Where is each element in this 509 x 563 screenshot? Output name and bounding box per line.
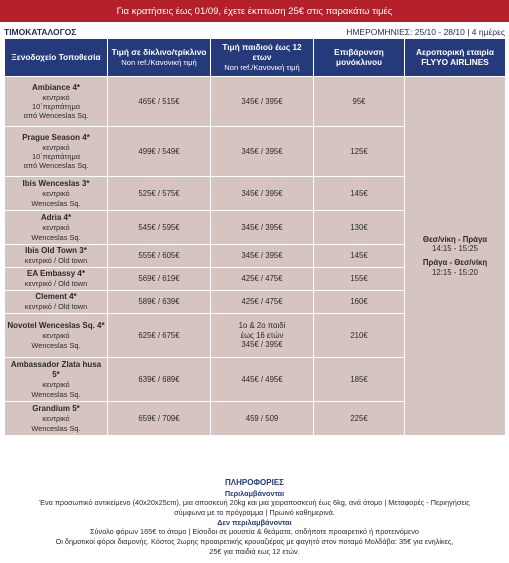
- child-price-cell: [211, 177, 314, 211]
- single-supplement-cell: 145€: [314, 177, 405, 211]
- hotel-location: Wenceslas Sq.: [31, 340, 81, 350]
- hotel-location: κεντρικό: [42, 92, 70, 102]
- single-supplement-cell: 155€: [314, 268, 405, 291]
- hotel-cell: [5, 402, 108, 436]
- hotel-location: Wenceslas Sq.: [31, 423, 81, 433]
- col-header-airline: Αεροπορική εταιρία FLYYO AIRLINES: [405, 39, 506, 77]
- adult-price-cell: 569€ / 619€: [108, 268, 211, 291]
- hotel-cell: [5, 291, 108, 314]
- adult-price-cell: 545€ / 595€: [108, 211, 211, 245]
- child-price-line: 425€ / 475€: [241, 297, 283, 307]
- hotel-location: Wenceslas Sq.: [31, 232, 81, 242]
- child-price-line: 345€ / 395€: [241, 146, 283, 156]
- price-table-body: [5, 77, 506, 436]
- adult-price-cell: 589€ / 639€: [108, 291, 211, 314]
- child-price-line: 1ο & 2ο παιδί: [238, 320, 286, 330]
- hotel-location: κεντρικό: [42, 331, 70, 341]
- hotel-name: Novotel Wenceslas Sq. 4*: [7, 321, 105, 331]
- child-price-cell: [211, 245, 314, 268]
- child-price-line: 445€ / 495€: [241, 374, 283, 384]
- child-price-line: 459 / 509: [245, 413, 279, 423]
- hotel-location: κεντρικό: [42, 223, 70, 233]
- excluded-line: Οι δημοτικοί φόροι διαμονής. Κόστος 2ωρης προαιρετικής κρουαζιέρας με φαγητό στον ποταμό Μολδάβα: 35€ για ενηλίκες,: [55, 537, 454, 547]
- outbound-time: 14:15 - 15:25: [432, 244, 478, 254]
- price-table: [4, 38, 506, 436]
- pricelist-title: ΤΙΜΟΚΑΤΑΛΟΓΟΣ: [4, 27, 77, 37]
- child-price-line: 345€ / 395€: [241, 96, 283, 106]
- discount-banner: [0, 0, 509, 22]
- hotel-name: Adria 4*: [40, 213, 72, 223]
- child-price-cell: [211, 402, 314, 436]
- outbound-flight: [407, 235, 503, 254]
- return-route: Πράγα - Θεσ/νίκη: [422, 258, 488, 267]
- single-supplement-cell: 145€: [314, 245, 405, 268]
- hotel-location: 10΄περπάτημα: [31, 151, 80, 161]
- pricelist-header: [4, 26, 505, 38]
- excluded-line: Σύνολο φόρων 165€ το άτομο | Είσοδοι σε μουσεία & θεάματα, οτιδήποτε προαιρετικό ή προτεινόμενο: [90, 527, 419, 537]
- price-table-header-row: [5, 39, 506, 77]
- child-price-cell: [211, 314, 314, 358]
- adult-price-cell: 555€ / 605€: [108, 245, 211, 268]
- hotel-location: από Wenceslas Sq.: [23, 161, 89, 171]
- single-supplement-cell: 185€: [314, 358, 405, 402]
- hotel-location: κεντρικό: [42, 142, 70, 152]
- info-section: [0, 478, 509, 557]
- hotel-name: Ibis Old Town 3*: [25, 246, 87, 256]
- excluded-line: 25€ για παιδιά εως 12 ετών.: [209, 546, 300, 556]
- outbound-route: Θεσ/νίκη - Πράγα: [422, 234, 488, 244]
- hotel-cell: [5, 358, 108, 402]
- hotel-cell: [5, 268, 108, 291]
- child-price-cell: [211, 268, 314, 291]
- hotel-location: κεντρικό: [42, 414, 70, 424]
- child-price-line: έως 16 ετών: [240, 330, 284, 340]
- adult-price-cell: 525€ / 575€: [108, 177, 211, 211]
- single-supplement-cell: 125€: [314, 127, 405, 177]
- single-supplement-cell: 130€: [314, 211, 405, 245]
- adult-price-cell: 499€ / 549€: [108, 127, 211, 177]
- hotel-cell: [5, 245, 108, 268]
- child-price-cell: [211, 291, 314, 314]
- hotel-cell: [5, 177, 108, 211]
- hotel-name: Ambassador Zlata husa 5*: [10, 360, 102, 380]
- hotel-location: κεντρικό: [42, 380, 70, 390]
- hotel-name: Clement 4*: [35, 292, 77, 302]
- hotel-location: Wenceslas Sq.: [31, 389, 81, 399]
- child-price-line: 345€ / 395€: [241, 340, 283, 350]
- child-price-line: 345€ / 395€: [241, 188, 283, 198]
- discount-banner-text: Για κρατήσεις έως 01/09, έχετε έκπτωση 25€ στις παρακάτω τιμές: [116, 5, 393, 17]
- child-price-line: 425€ / 475€: [241, 274, 283, 284]
- hotel-location: Wenceslas Sq.: [31, 198, 81, 208]
- hotel-location: κεντρικό / Old town: [24, 256, 88, 266]
- single-supplement-cell: 160€: [314, 291, 405, 314]
- hotel-cell: [5, 314, 108, 358]
- col-header-child-price: Τιμή παιδιού έως 12 ετων Non ref./Κανονική τιμή: [211, 39, 314, 77]
- hotel-location: κεντρικό: [42, 189, 70, 199]
- hotel-name: Grandium 5*: [32, 404, 80, 414]
- hotel-name: EA Embassy 4*: [27, 269, 85, 279]
- hotel-name: Prague Season 4*: [22, 132, 90, 142]
- adult-price-cell: 625€ / 675€: [108, 314, 211, 358]
- hotel-name: Ibis Wenceslas 3*: [22, 179, 90, 189]
- flight-schedule-cell: [405, 77, 506, 436]
- adult-price-cell: 639€ / 689€: [108, 358, 211, 402]
- hotel-cell: [5, 127, 108, 177]
- trip-dates: ΗΜΕΡΟΜΗΝΙΕΣ: 25/10 - 28/10 | 4 ημέρες: [346, 27, 505, 37]
- included-line: Ένα προσωπικό αντικείμενο (40x20x25cm), μια αποσκευή 20kg και μια χειραποσκευή έως 6kg, ανά άτομο | Μεταφορές - Περιηγήσεις: [39, 498, 470, 508]
- child-price-cell: [211, 358, 314, 402]
- child-price-cell: [211, 77, 314, 127]
- single-supplement-cell: 95€: [314, 77, 405, 127]
- hotel-name: Ambiance 4*: [31, 82, 81, 92]
- excluded-title: Δεν περιλαμβάνονται: [217, 517, 292, 527]
- info-title: ΠΛΗΡΟΦΟΡΙΕΣ: [225, 478, 284, 487]
- hotel-cell: [5, 211, 108, 245]
- child-price-cell: [211, 211, 314, 245]
- child-price-cell: [211, 127, 314, 177]
- col-header-hotel: Ξενοδοχείο Τοποθεσία: [5, 39, 108, 77]
- col-header-single-supplement: Επιβάρυνση μονόκλινου: [314, 39, 405, 77]
- child-price-line: 345€ / 395€: [241, 251, 283, 261]
- child-price-line: 345€ / 395€: [241, 222, 283, 232]
- adult-price-cell: 465€ / 515€: [108, 77, 211, 127]
- included-line: σύμφωνα με το πρόγραμμα | Πρωινό καθημερινά.: [174, 508, 335, 518]
- col-header-adult-price: Τιμή σε δίκλινο/τρίκλινο Non ref./Κανονική τιμή: [108, 39, 211, 77]
- adult-price-cell: 659€ / 709€: [108, 402, 211, 436]
- hotel-location: από Wenceslas Sq.: [23, 111, 89, 121]
- single-supplement-cell: 210€: [314, 314, 405, 358]
- hotel-location: 10΄περπάτημα: [31, 101, 80, 111]
- hotel-location: κεντρικό / Old town: [24, 302, 88, 312]
- single-supplement-cell: 225€: [314, 402, 405, 436]
- table-row: [5, 77, 506, 127]
- hotel-cell: [5, 77, 108, 127]
- hotel-location: κεντρικό / Old town: [24, 279, 88, 289]
- return-time: 12:15 - 15:20: [432, 267, 478, 277]
- return-flight: [407, 258, 503, 277]
- included-title: Περιλαμβάνονται: [224, 488, 285, 498]
